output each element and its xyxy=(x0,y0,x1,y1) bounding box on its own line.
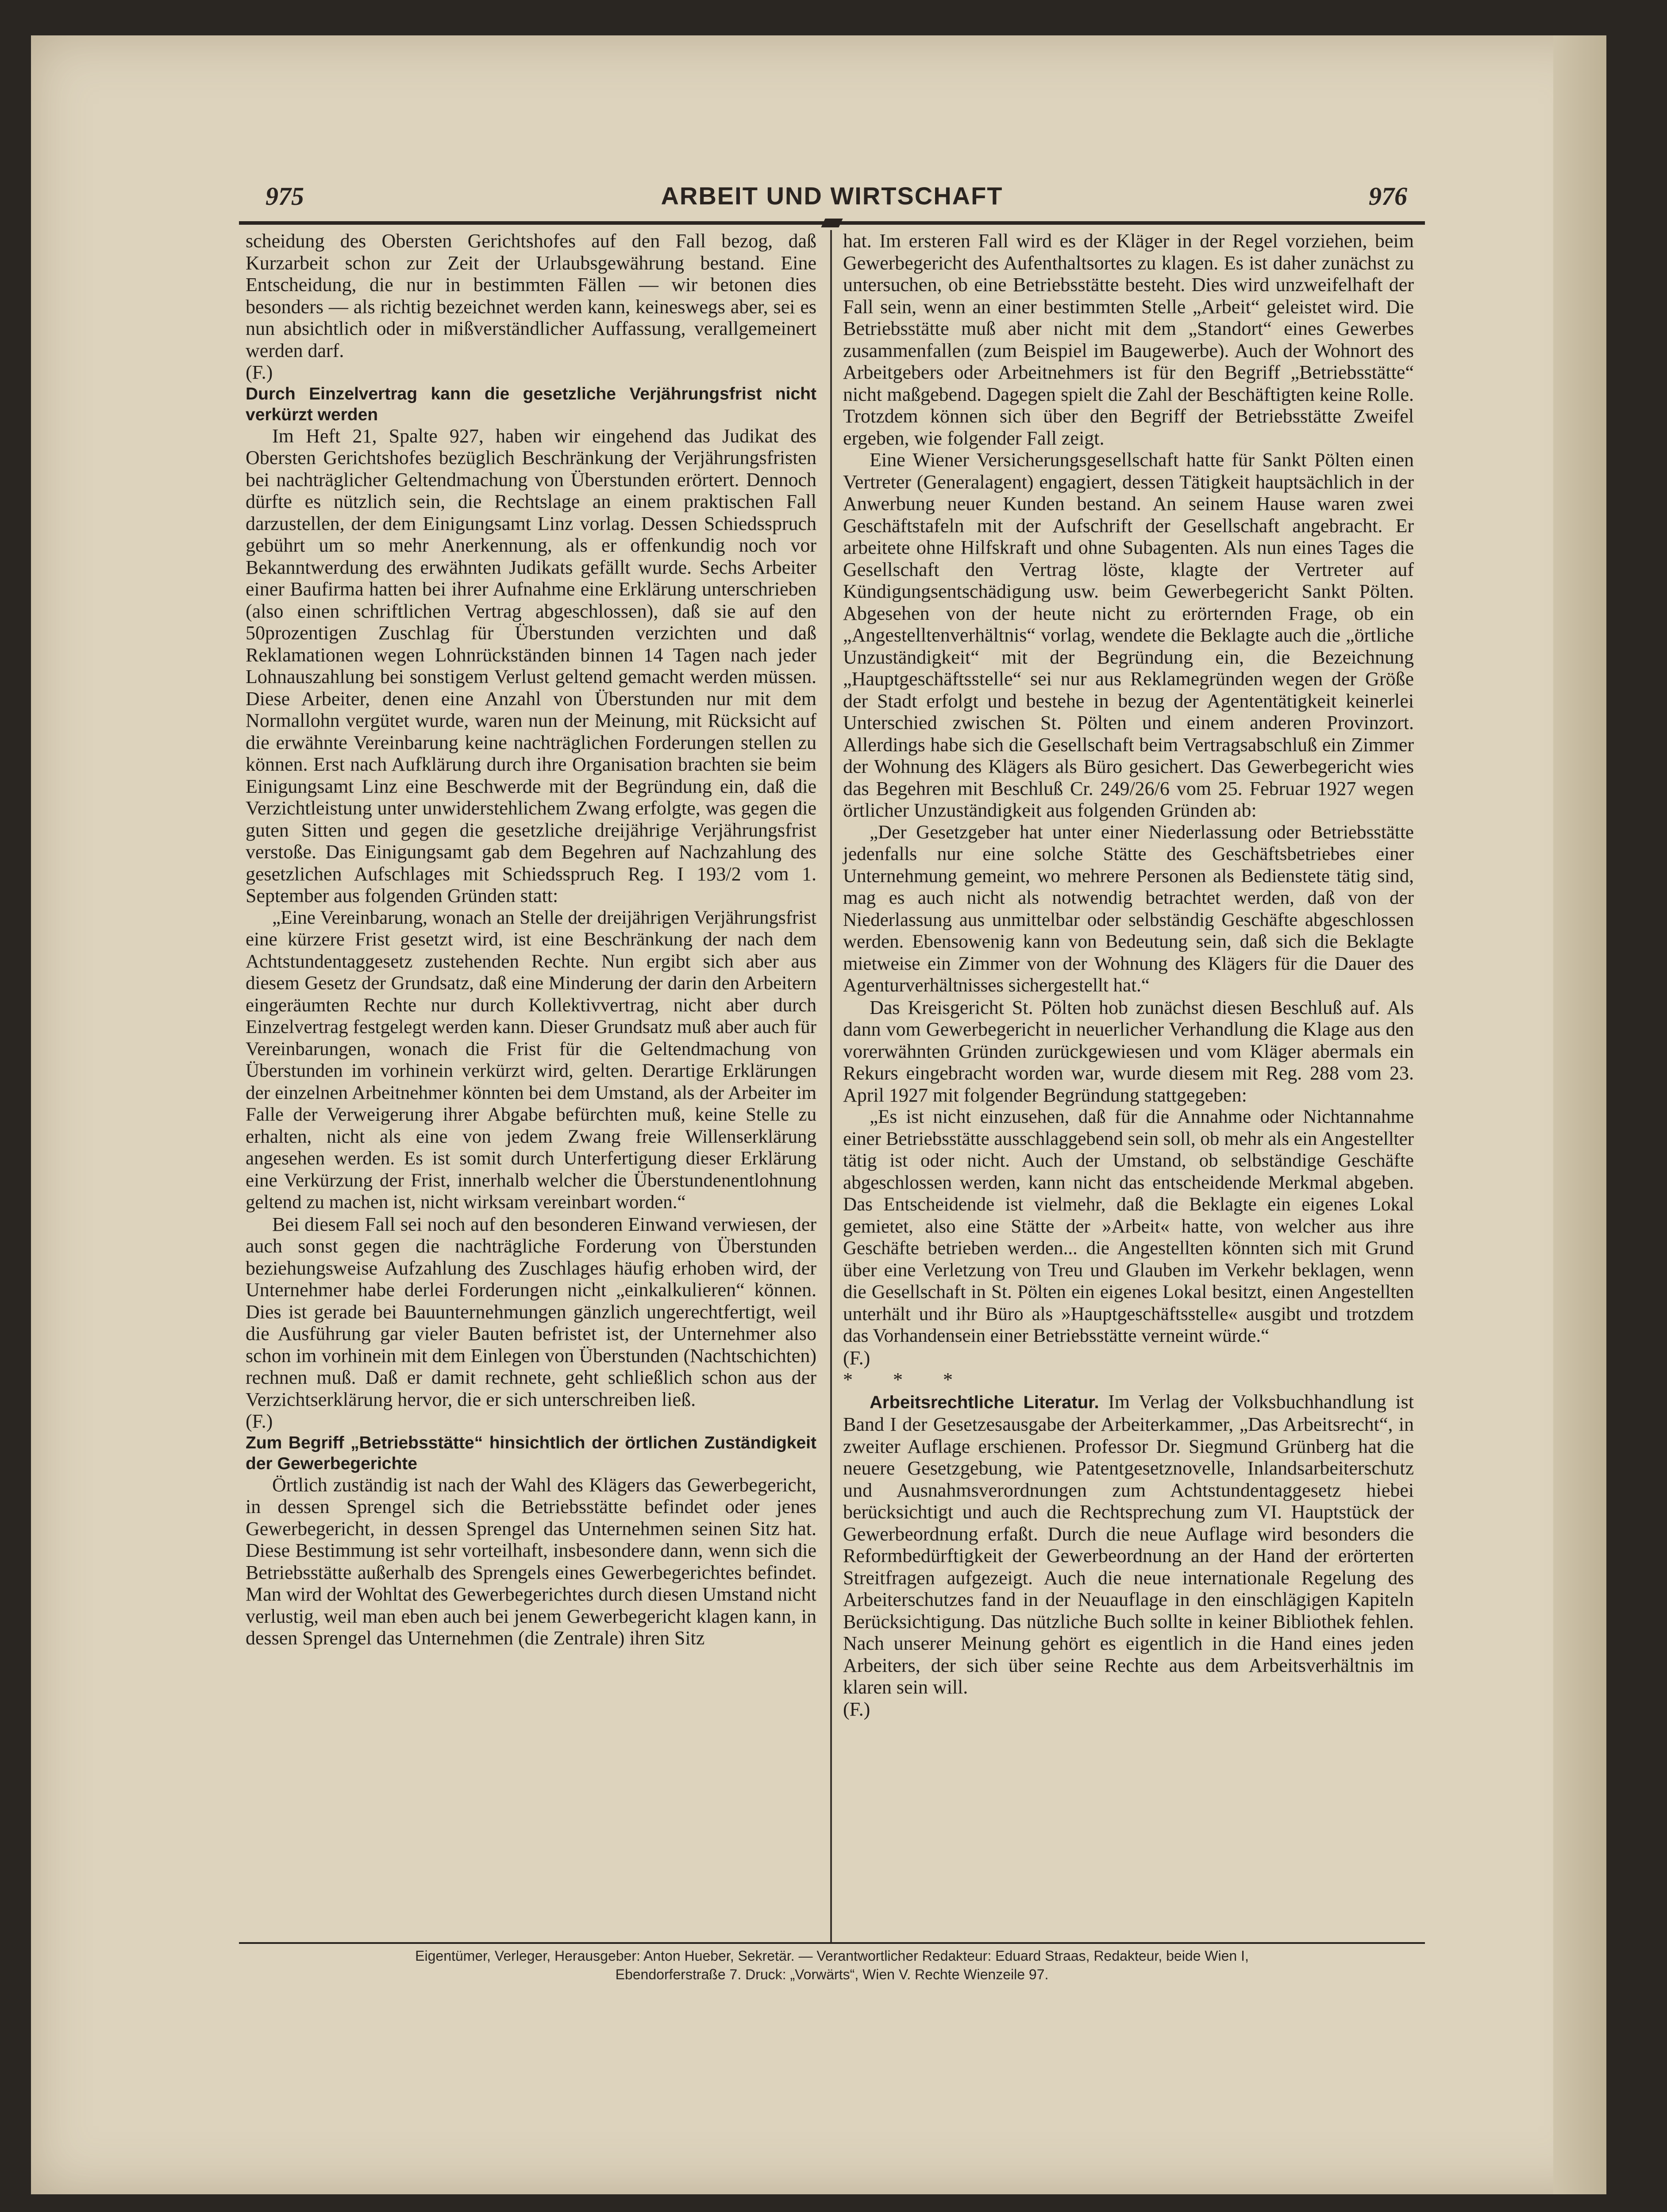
quotation: „Es ist nicht einzusehen, daß für die Annahme oder Nichtannahme einer Betriebsstätte ausschlaggebend sein soll, ob mehr als ein Angestellter tätig ist oder nicht. Auch der Umstand, ob selbständige Geschäfte abgeschlossen werden, kann nicht das entscheidende Merkmal abgeben. Das Entscheidende ist vielmehr, daß die Beklagte ein eigenes Lokal gemietet, also eine Stätte der »Arbeit« hatte, von welcher aus ihre Geschäfte betrieben werden... die Angestellten könnten sich mit Grund über eine Verletzung von Treu und Glauben im Verkehr beklagen, wenn die Gesellschaft in St. Pölten ein eigenes Lokal besitzt, einen Angestellten unterhält und ihr Büro als »Hauptgeschäftsstelle« ausgibt und trotzdem das Vorhandensein einer Betriebsstätte verneint würde.“ xyxy=(843,1106,1414,1346)
author-signature: (F.) xyxy=(843,1698,870,1720)
literature-heading: Arbeitsrechtliche Literatur. xyxy=(870,1392,1099,1412)
paragraph: Eine Wiener Versicherungsgesellschaft hatte für Sankt Pölten einen Vertreter (Generalagent) engagiert, dessen Tätigkeit hauptsächlich in der Anwerbung neuer Kunden bestand. An seinem Hause waren zwei Geschäftstafeln mit der Aufschrift der Gesellschaft angebracht. Er arbeitete ohne Hilfskraft und ohne Subagenten. Als nun eines Tages die Gesellschaft den Vertrag löste, klagte der Vertreter auf Kündigungsentschädigung usw. beim Gewerbegericht Sankt Pölten. Abgesehen von der heute nicht zu erörternden Frage, ob ein „Angestelltenverhältnis“ vorlag, wendete die Beklagte auch die „örtliche Unzuständigkeit“ mit der Begründung ein, die Bezeichnung „Hauptgeschäftsstelle“ sei nur aus Reklamegründen wegen der Größe der Stadt erfolgt und bestehe in bezug der Agententätigkeit keinerlei Unterschied zwischen St. Pölten und einem anderen Provinzort. Allerdings habe sich die Gesellschaft beim Vertragsabschluß ein Zimmer der Wohnung des Klägers als Büro gesichert. Das Gewerbegericht wies das Begehren mit Beschluß Cr. 249/26/6 vom 25. Februar 1927 wegen örtlicher Unzuständigkeit aus folgenden Gründen ab: xyxy=(843,449,1414,821)
paragraph: Das Kreisgericht St. Pölten hob zunächst diesen Beschluß auf. Als dann vom Gewerbegericht in neuerlicher Verhandlung die Klage aus den vorerwähnten Gründen zurückgewiesen und vom Kläger abermals ein Rekurs eingebracht worden war, wurde diesem mit Reg. 288 vom 23. April 1927 mit folgender Begründung stattgegeben: xyxy=(843,996,1414,1106)
literature-notice xyxy=(843,1391,1414,1698)
footer-rule xyxy=(239,1942,1425,1944)
imprint xyxy=(239,1947,1425,1984)
author-signature: (F.) xyxy=(246,1410,273,1432)
section-separator: * * * xyxy=(843,1369,970,1390)
article-heading: Durch Einzelvertrag kann die gesetzliche Verjährungsfrist nicht verkürzt werden xyxy=(246,384,816,424)
quotation: „Der Gesetzgeber hat unter einer Niederlassung oder Betriebsstätte jedenfalls nur eine solche Stätte des Geschäftsbetriebes einer Unternehmung gemeint, wo mehrere Personen als Bedienstete tätig sind, mag es auch nicht als notwendig betrachtet werden, daß von der Niederlassung aus unmittelbar oder selbständig Geschäfte abgeschlossen werden. Ebensowenig kann von Bedeutung sein, daß sich die Beklagte mietweise ein Zimmer von der Wohnung des Klägers für die Dauer des Agenturverhältnisses sichergestellt hat.“ xyxy=(843,822,1414,996)
paragraph: Im Heft 21, Spalte 927, haben wir eingehend das Judikat des Obersten Gerichtshofes bezüglich Beschränkung der Verjährungsfristen bei nachträglicher Geltendmachung von Überstunden erörtert. Dennoch dürfte es nützlich sein, die Rechtslage an einem praktischen Fall darzustellen, der dem Einigungsamt Linz vorlag. Dessen Schiedsspruch gebührt um so mehr Anerkennung, als er offenkundig noch vor Bekanntwerdung des erwähnten Judikats gefällt wurde. Sechs Arbeiter einer Baufirma hatten bei ihrer Aufnahme eine Erklärung unterschrieben (also einen schriftlichen Vertrag abgeschlossen), daß sie auf den 50prozentigen Zuschlag für Überstunden verzichten und daß Reklamationen wegen Lohnrückständen binnen 14 Tagen nach jeder Lohnauszahlung bei sonstigem Verlust geltend gemacht werden müssen. Diese Arbeiter, denen eine Anzahl von Überstunden nur mit dem Normallohn vergütet wurde, waren nun der Meinung, mit Rücksicht auf die erwähnte Vereinbarung keine nachträglichen Forderungen stellen zu können. Erst nach Aufklärung durch ihre Organisation brachten sie beim Einigungsamt Linz eine Beschwerde mit der Begründung ein, daß die Verzichtleistung unter unwiderstehlichem Zwang erfolgte, was gegen die guten Sitten und gegen die gesetzliche dreijährige Verjährungsfrist verstoße. Das Einigungsamt gab dem Begehren auf Nachzahlung des gesetzlichen Aufschlages mit Schiedsspruch Reg. I 193/2 vom 1. September aus folgenden Gründen statt: xyxy=(246,425,816,906)
quotation: „Eine Vereinbarung, wonach an Stelle der dreijährigen Verjährungsfrist eine kürzere Frist gesetzt wird, ist eine Beschränkung der nach dem Achtstundentaggesetz zustehenden Rechte. Nun ergibt sich aber aus diesem Gesetz der Grundsatz, daß eine Minderung der darin den Arbeitern eingeräumten Rechte nur durch Kollektivvertrag, nicht aber durch Einzelvertrag festgelegt werden kann. Dieser Grundsatz muß aber auch für Vereinbarungen, wonach die Frist für die Geltendmachung von Überstunden im vorhinein verkürzt wird, gelten. Derartige Erklärungen der einzelnen Arbeitnehmer könnten bei dem Umstand, als der Arbeiter im Falle der Verweigerung ihrer Abgabe befürchten muß, keine Stelle zu erhalten, nicht als eine von jedem Zwang freie Willenserklärung angesehen werden. Es ist somit durch Unterfertigung dieser Erklärung eine Verkürzung der Frist, innerhalb welcher die Überstundenentlohnung geltend zu machen ist, nicht wirksam vereinbart worden.“ xyxy=(246,907,816,1213)
running-header xyxy=(239,181,1425,221)
page-number-right: 976 xyxy=(1369,182,1407,211)
literature-text: Im Verlag der Volksbuchhandlung ist Band I der Gesetzesausgabe der Arbeiterkammer, „Das Arbeitsrecht“, in zweiter Auflage erschienen. Professor Dr. Siegmund Grünberg hat die neuere Gesetzgebung, wie Patentgesetznovelle, Inlandsarbeiterschutz und Ausnahmsverordnungen zum Achtstundentaggesetz hiebei berücksichtigt und auch die Rechtsprechung zum VI. Hauptstück der Gewerbeordnung erfaßt. Durch die neue Auflage wird besonders die Reformbedürftigkeit der Gewerbeordnung an der Hand der erörterten Streitfragen aufgezeigt. Auch die neue internationale Regelung des Arbeiterschutzes fand in der Neuauflage in den einschlägigen Kapiteln Berücksichtigung. Das nützliche Buch sollte in keiner Bibliothek fehlen. Nach unserer Meinung gehört es eigentlich in die Hand eines jeden Arbeiters, der sich über seine Rechte aus dem Arbeitsverhältnis im klaren sein will. xyxy=(843,1390,1414,1698)
article-heading: Zum Begriff „Betriebsstätte“ hinsichtlich der örtlichen Zuständigkeit der Gewerbegerichte xyxy=(246,1433,816,1473)
author-signature: (F.) xyxy=(843,1347,870,1369)
paragraph: scheidung des Obersten Gerichtshofes auf den Fall bezog, daß Kurzarbeit schon zur Zeit der Urlaubsgewährung bestand. Eine Entscheidung, die nur in bestimmten Fällen — wir betonen dies besonders — als richtig bezeichnet werden kann, keineswegs aber, sei es nun absichtlich oder in mißverständlicher Auffassung, verallgemeinert werden darf. xyxy=(246,230,816,361)
column-divider xyxy=(830,230,832,1942)
paragraph: Bei diesem Fall sei noch auf den besonderen Einwand verwiesen, der auch sonst gegen die nachträgliche Forderung von Überstunden beziehungsweise Aufzahlung des Zuschlages häufig erhoben wird, der Unternehmer habe derlei Forderungen nicht „einkalkulieren“ können. Dies ist gerade bei Bauunternehmungen gänzlich ungerechtfertigt, weil die Ausführung gar vieler Bauten befristet ist, der Unternehmer also schon im vorhinein mit dem Einlegen von Überstunden (Nachtschichten) rechnen muß. Daß er damit rechnete, geht schließlich schon aus der Verzichtserklärung hervor, die er sich unterschreiben ließ. xyxy=(246,1213,816,1410)
left-column xyxy=(246,230,816,1649)
page-edge xyxy=(1553,35,1606,2194)
page-number-left: 975 xyxy=(266,182,304,211)
author-signature: (F.) xyxy=(246,361,273,383)
imprint-line: Ebendorferstraße 7. Druck: „Vorwärts“, Wien V. Rechte Wienzeile 97. xyxy=(615,1966,1049,1982)
right-column xyxy=(843,230,1414,1720)
imprint-line: Eigentümer, Verleger, Herausgeber: Anton Hueber, Sekretär. — Verantwortlicher Redakteur: Eduard Straas, Redakteur, beide Wien I, xyxy=(415,1948,1249,1964)
paragraph: hat. Im ersteren Fall wird es der Kläger in der Regel vorziehen, beim Gewerbegericht des Aufenthaltsortes zu klagen. Es ist daher zunächst zu untersuchen, ob eine Betriebsstätte besteht. Dies wird unzweifelhaft der Fall sein, wenn an einer bestimmten Stelle „Arbeit“ geleistet wird. Die Betriebsstätte muß aber nicht mit dem „Standort“ eines Gewerbes zusammenfallen (zum Beispiel im Baugewerbe). Auch der Wohnort des Arbeitgebers oder Arbeitnehmers ist für den Begriff „Betriebsstätte“ nicht maßgebend. Dagegen spielt die Zahl der Beschäftigten keine Rolle. Trotzdem können sich über den Begriff der Betriebsstätte Zweifel ergeben, wie folgender Fall zeigt. xyxy=(843,230,1414,449)
journal-title: ARBEIT UND WIRTSCHAFT xyxy=(661,182,1003,210)
paragraph: Örtlich zuständig ist nach der Wahl des Klägers das Gewerbegericht, in dessen Sprengel sich die Betriebsstätte befindet oder jenes Gewerbegericht, in dessen Sprengel das Unternehmen seinen Sitz hat. Diese Bestimmung ist sehr vorteilhaft, insbesondere dann, wenn sich die Betriebsstätte außerhalb des Sprengels eines Gewerbegerichtes befindet. Man wird der Wohltat des Gewerbegerichtes durch diesen Umstand nicht verlustig, weil man eben auch bei jenem Gewerbegericht klagen kann, in dessen Sprengel das Unternehmen (die Zentrale) ihren Sitz xyxy=(246,1474,816,1649)
